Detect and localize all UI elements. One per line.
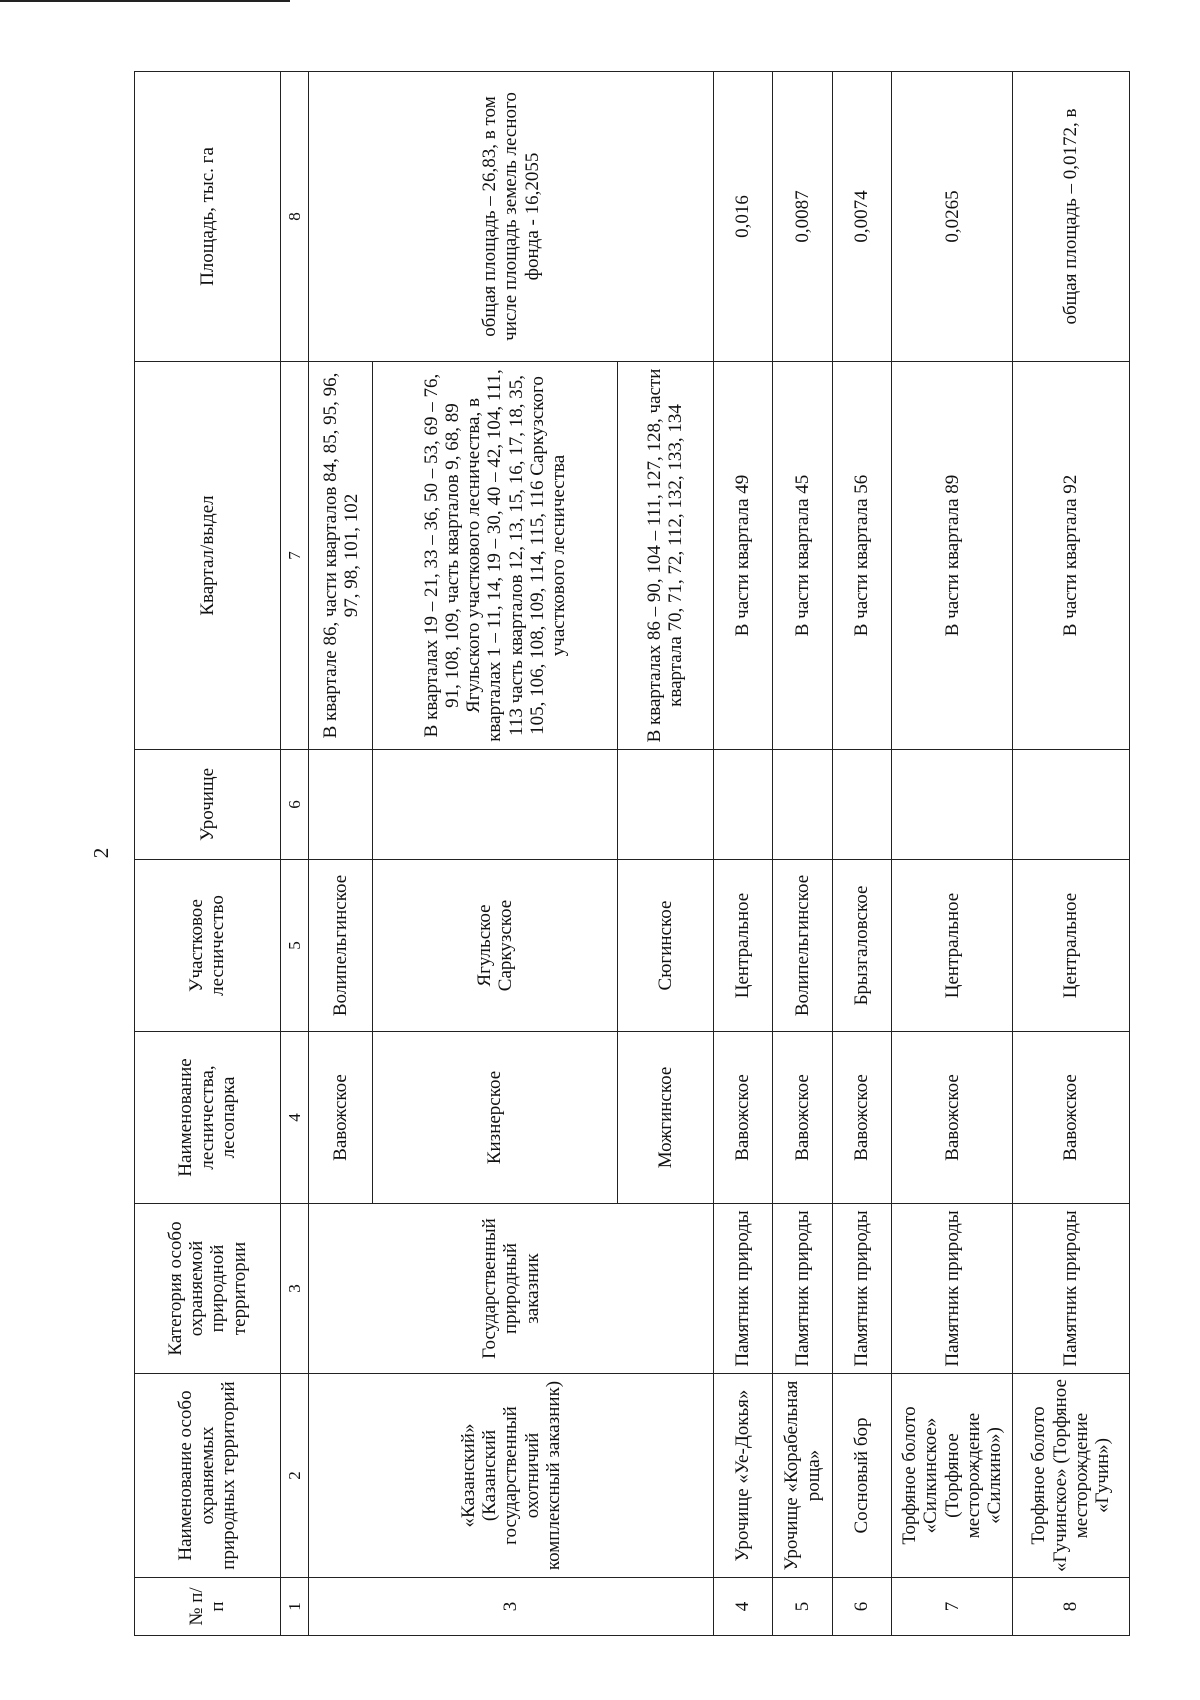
territory-name: Торфяное болото «Силкинское» (Торфяное месторождение «Силкино») [892, 1374, 1013, 1578]
territory-category: Памятник природы [1012, 1204, 1129, 1374]
territory-category: Памятник природы [773, 1204, 833, 1374]
protected-territories-table [134, 71, 1130, 1636]
table-row [713, 72, 773, 1636]
quarter-description: В части квартала 56 [832, 362, 892, 750]
header-area: Площадь, тыс. га [135, 72, 281, 362]
district-name: Волипельгинское [773, 860, 833, 1032]
column-number: 1 [280, 1578, 309, 1636]
forestry-name: Вавожское [892, 1032, 1013, 1204]
tract-name [892, 750, 1013, 860]
header-forestry: Наименование лесничества, лесопарка [135, 1032, 281, 1204]
column-number-row [280, 72, 309, 1636]
forestry-name: Вавожское [309, 1032, 373, 1204]
forestry-name: Можгинское [617, 1032, 713, 1204]
column-number: 6 [280, 750, 309, 860]
column-number: 2 [280, 1374, 309, 1578]
header-category: Категория особо охраняемой природной территории [135, 1204, 281, 1374]
quarter-description: В квартале 86, части кварталов 84, 85, 95, 96, 97, 98, 101, 102 [309, 362, 373, 750]
district-name: Центральное [713, 860, 773, 1032]
district-name: Брызгаловское [832, 860, 892, 1032]
table-row [309, 72, 373, 1636]
header-number: № п/п [135, 1578, 281, 1636]
forestry-name: Вавожское [713, 1032, 773, 1204]
territory-name: Урочище «Уе-Докья» [713, 1374, 773, 1578]
area-value: общая площадь – 0,0172, в [1012, 72, 1129, 362]
territory-category: Памятник природы [892, 1204, 1013, 1374]
quarter-description: В кварталах 19 – 21, 33 – 36, 50 – 53, 69 – 76, 91, 108, 109, часть кварталов 9, 68, 89 Ягульского участкового лесничества, в кварталах 1 – 11, 14, 19 – 30, 40 – 42, 104, 111, 113 часть кварталов 12, 13, 15, 16, 17, 18, 35, 105, 106, 108, 109, 114, 115, 116 Саркузского участкового лесничества [373, 362, 618, 750]
page-number: 2 [89, 847, 113, 859]
area-value: 0,0074 [832, 72, 892, 362]
quarter-description: В кварталах 86 – 90, 104 – 111, 127, 128, части квартала 70, 71, 72, 112, 132, 133, 134 [617, 362, 713, 750]
table-row [832, 72, 892, 1636]
table-row [1012, 72, 1129, 1636]
quarter-description: В части квартала 49 [713, 362, 773, 750]
tract-name [373, 750, 618, 860]
quarter-description: В части квартала 89 [892, 362, 1013, 750]
column-number: 7 [280, 362, 309, 750]
territory-category: Памятник природы [832, 1204, 892, 1374]
tract-name [713, 750, 773, 860]
forestry-name: Кизнерское [373, 1032, 618, 1204]
area-value: 0,0087 [773, 72, 833, 362]
tract-name [832, 750, 892, 860]
column-number: 5 [280, 860, 309, 1032]
tract-name [309, 750, 373, 860]
tract-name [773, 750, 833, 860]
table-row [892, 72, 1013, 1636]
header-district: Участковое лесничество [135, 860, 281, 1032]
territory-name: Урочище «Корабельная роща» [773, 1374, 833, 1578]
territory-name: Торфяное болото «Гучинское» (Торфяное месторождение «Гучин») [1012, 1374, 1129, 1578]
row-number: 7 [892, 1578, 1013, 1636]
area-value: 0,016 [713, 72, 773, 362]
table-row [773, 72, 833, 1636]
row-number: 5 [773, 1578, 833, 1636]
district-name: Сюгинское [617, 860, 713, 1032]
area-value: 0,0265 [892, 72, 1013, 362]
district-name: Ягульское Саркузское [373, 860, 618, 1032]
rotated-table-stage [134, 72, 1130, 1636]
district-name: Центральное [1012, 860, 1129, 1032]
forestry-name: Вавожское [832, 1032, 892, 1204]
territory-name: «Казанский» (Казанский государственный охотничий комплексный заказник) [309, 1374, 713, 1578]
district-name: Центральное [892, 860, 1013, 1032]
row-number: 8 [1012, 1578, 1129, 1636]
territory-name: Сосновый бор [832, 1374, 892, 1578]
territory-category: Памятник природы [713, 1204, 773, 1374]
forestry-name: Вавожское [773, 1032, 833, 1204]
top-edge-line [0, 0, 290, 2]
row-number: 4 [713, 1578, 773, 1636]
quarter-description: В части квартала 92 [1012, 362, 1129, 750]
district-name: Волипельгинское [309, 860, 373, 1032]
header-name: Наименование особо охраняемых природных территорий [135, 1374, 281, 1578]
header-tract: Урочище [135, 750, 281, 860]
tract-name [1012, 750, 1129, 860]
forestry-name: Вавожское [1012, 1032, 1129, 1204]
quarter-description: В части квартала 45 [773, 362, 833, 750]
header-quarter: Квартал/выдел [135, 362, 281, 750]
column-number: 3 [280, 1204, 309, 1374]
column-number: 4 [280, 1032, 309, 1204]
header-row [135, 72, 281, 1636]
tract-name [617, 750, 713, 860]
row-number: 3 [309, 1578, 713, 1636]
territory-category: Государственный природный заказник [309, 1204, 713, 1374]
area-value: общая площадь – 26,83, в том числе площадь земель лесного фонда - 16,2055 [309, 72, 713, 362]
column-number: 8 [280, 72, 309, 362]
row-number: 6 [832, 1578, 892, 1636]
